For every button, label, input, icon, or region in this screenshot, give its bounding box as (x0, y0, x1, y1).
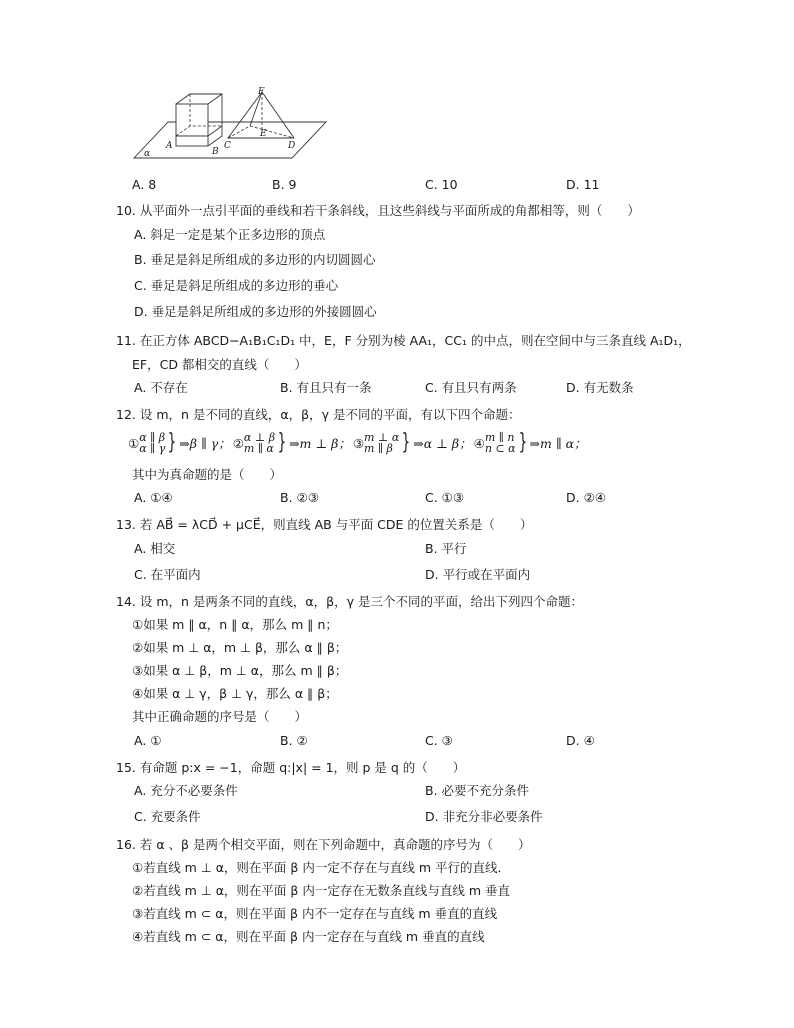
q16-item-2: ②若直线 m ⊥ α，则在平面 β 内一定存在无数条直线与直线 m 垂直 (132, 883, 510, 898)
q12-propositions (128, 428, 589, 458)
q9-option-d[interactable]: D. 11 (566, 177, 600, 192)
label-D: D (288, 141, 296, 151)
q14-option-a[interactable]: A. ① (134, 733, 162, 748)
q15-stem: 15. 有命题 p:x = −1，命题 q:|x| = 1，则 p 是 q 的（ ） (116, 760, 466, 775)
q11-option-d[interactable]: D. 有无数条 (566, 380, 634, 395)
q14-item-3: ③如果 α ⊥ β，m ⊥ α，那么 m ∥ β； (132, 663, 348, 678)
q11-stem-line1: 11. 在正方体 ABCD−A₁B₁C₁D₁ 中，E，F 分别为棱 AA₁，CC₁ 的中点，则在空间中与三条直线 A₁D₁， (116, 333, 691, 348)
q13-option-c[interactable]: C. 在平面内 (134, 567, 201, 582)
q16-item-4: ④若直线 m ⊂ α，则在平面 β 内一定存在与直线 m 垂直的直线 (132, 929, 485, 944)
q9-option-c[interactable]: C. 10 (425, 177, 458, 192)
q13-option-d[interactable]: D. 平行或在平面内 (425, 567, 531, 582)
q16-stem: 16. 若 α 、β 是两个相交平面，则在下列命题中，真命题的序号为（ ） (116, 837, 531, 852)
q14-item-2: ②如果 m ⊥ α，m ⊥ β，那么 α ∥ β； (132, 640, 348, 655)
q15-option-c[interactable]: C. 充要条件 (134, 809, 201, 824)
q12-option-c[interactable]: C. ①③ (425, 490, 465, 505)
q9-option-a[interactable]: A. 8 (132, 177, 157, 192)
q11-option-a[interactable]: A. 不存在 (134, 380, 188, 395)
q14-option-d[interactable]: D. ④ (566, 733, 595, 748)
label-F: F (258, 87, 265, 97)
q14-item-4: ④如果 α ⊥ γ，β ⊥ γ，那么 α ∥ β； (132, 686, 338, 701)
q10-option-a[interactable]: A. 斜足一定是某个正多边形的顶点 (134, 227, 326, 242)
q10-option-d[interactable]: D. 垂足是斜足所组成的多边形的外接圆圆心 (134, 304, 377, 319)
q12-ask: 其中为真命题的是（ ） (132, 467, 283, 482)
label-B: B (212, 147, 219, 157)
q14-ask: 其中正确命题的序号是（ ） (132, 709, 308, 724)
q12-stem: 12. 设 m，n 是不同的直线，α，β，γ 是不同的平面，有以下四个命题： (116, 407, 521, 422)
q11-option-b[interactable]: B. 有且只有一条 (280, 380, 372, 395)
q13-option-b[interactable]: B. 平行 (425, 541, 467, 556)
q10-stem: 10. 从平面外一点引平面的垂线和若干条斜线，且这些斜线与平面所成的角都相等，则（ ） (116, 203, 640, 218)
q11-stem-line2: EF，CD 都相交的直线（ ） (132, 357, 307, 372)
q10-option-b[interactable]: B. 垂足是斜足所组成的多边形的内切圆圆心 (134, 252, 376, 267)
q14-option-c[interactable]: C. ③ (425, 733, 453, 748)
geometry-figure (128, 86, 328, 162)
q12-option-d[interactable]: D. ②④ (566, 490, 606, 505)
label-A: A (166, 141, 173, 151)
q12-prop-4: ④ m ∥ n n ⊂ α } ⇒m ∥ α； (473, 430, 587, 455)
q12-option-b[interactable]: B. ②③ (280, 490, 319, 505)
q15-option-a[interactable]: A. 充分不必要条件 (134, 783, 238, 798)
q14-item-1: ①如果 m ∥ α，n ∥ α，那么 m ∥ n； (132, 617, 338, 632)
label-alpha: α (144, 149, 151, 159)
q13-stem: 13. 若 AB⃗ = λCD⃗ + μCE⃗，则直线 AB 与平面 CDE 的位置关系是（ ） (116, 517, 533, 532)
q12-option-a[interactable]: A. ①④ (134, 490, 173, 505)
q9-option-b[interactable]: B. 9 (272, 177, 297, 192)
q14-stem: 14. 设 m，n 是两条不同的直线，α，β，γ 是三个不同的平面，给出下列四个命题： (116, 594, 583, 609)
q12-prop-1: ① α ∥ β α ∥ γ } ⇒β ∥ γ； (128, 430, 231, 455)
label-C: C (224, 141, 231, 151)
q14-option-b[interactable]: B. ② (280, 733, 308, 748)
q11-option-c[interactable]: C. 有且只有两条 (425, 380, 517, 395)
q12-prop-2: ② α ⊥ β m ∥ α } ⇒m ⊥ β； (232, 430, 351, 455)
q10-option-c[interactable]: C. 垂足是斜足所组成的多边形的垂心 (134, 278, 339, 293)
q12-prop-3: ③ m ⊥ α m ∥ β } ⇒α ⊥ β； (352, 430, 472, 455)
label-E: E (260, 129, 267, 139)
q15-option-b[interactable]: B. 必要不充分条件 (425, 783, 530, 798)
q13-option-a[interactable]: A. 相交 (134, 541, 176, 556)
q16-item-3: ③若直线 m ⊂ α，则在平面 β 内不一定存在与直线 m 垂直的直线 (132, 906, 498, 921)
q15-option-d[interactable]: D. 非充分非必要条件 (425, 809, 543, 824)
q16-item-1: ①若直线 m ⊥ α，则在平面 β 内一定不存在与直线 m 平行的直线． (132, 860, 510, 875)
